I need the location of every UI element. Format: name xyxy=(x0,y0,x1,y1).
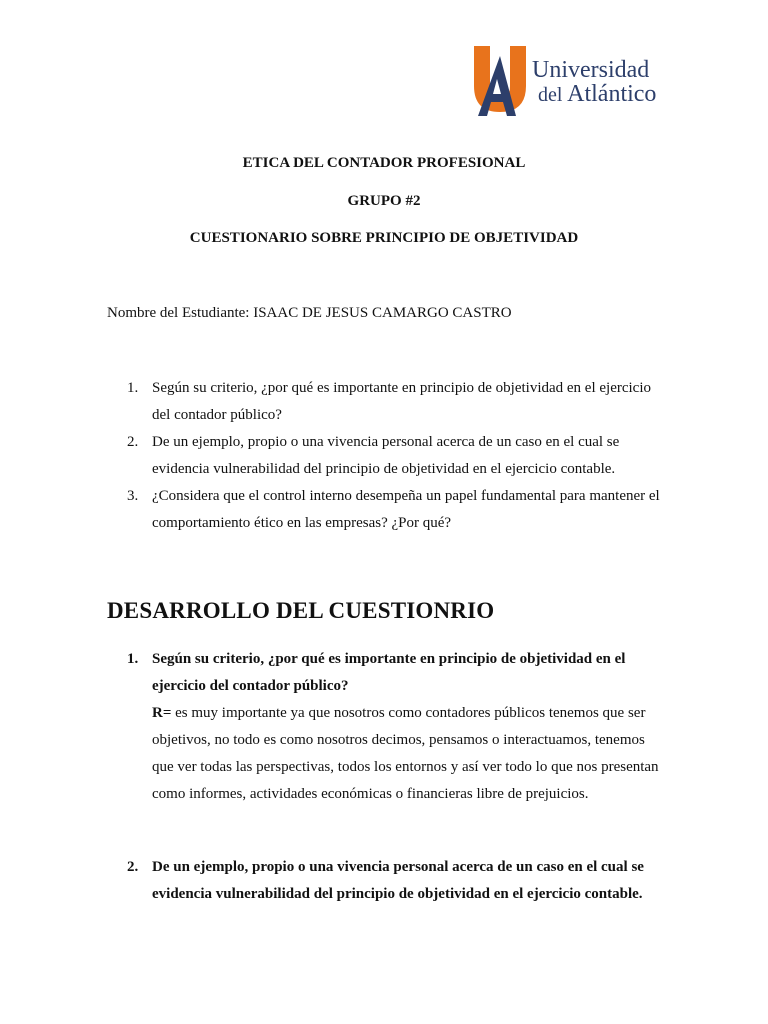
development-question-text: De un ejemplo, propio o una vivencia personal acerca de un caso en el cual se evidencia vulnerabilidad del principio de objetividad en el ejercicio contable. xyxy=(152,859,644,902)
development-question xyxy=(107,646,667,700)
subject-title: CUESTIONARIO SOBRE PRINCIPIO DE OBJETIVIDAD xyxy=(189,230,579,246)
question-item xyxy=(107,375,667,429)
development-question-number: 2. xyxy=(127,859,139,875)
development-title: DESARROLLO DEL CUESTIONRIO xyxy=(107,598,495,623)
question-number: 1. xyxy=(127,380,139,396)
question-item xyxy=(107,483,667,537)
answer-label: R= xyxy=(152,705,172,721)
course-title: ETICA DEL CONTADOR PROFESIONAL xyxy=(242,155,526,171)
question-number: 3. xyxy=(127,488,139,504)
development-answer xyxy=(107,700,667,808)
question-item xyxy=(107,429,667,483)
question-text: Según su criterio, ¿por qué es importante en principio de objetividad en el ejercicio del contador público? xyxy=(152,380,651,423)
development-question-text: Según su criterio, ¿por qué es importante en principio de objetividad en el ejercicio del contador público? xyxy=(152,651,626,694)
student-name-line: Nombre del Estudiante: ISAAC DE JESUS CAMARGO CASTRO xyxy=(107,305,512,321)
logo-line-2 xyxy=(538,82,656,107)
question-number: 2. xyxy=(127,434,139,450)
question-text: De un ejemplo, propio o una vivencia personal acerca de un caso en el cual se evidencia vulnerabilidad del principio de objetividad en el ejercicio contable. xyxy=(152,434,620,477)
group-label: GRUPO #2 xyxy=(347,193,421,209)
development-question xyxy=(107,854,667,908)
questions-list xyxy=(107,375,667,537)
university-name xyxy=(532,58,656,107)
development-question-number: 1. xyxy=(127,651,139,667)
logo-line-1: Universidad xyxy=(532,57,650,83)
answer-text: es muy importante ya que nosotros como contadores públicos tenemos que ser objetivos, no todo es como nosotros decimos, pensamos o interactuamos, tenemos que ver todas las perspectivas, todos los entornos y así ver todo lo que nos presentan como informes, actividades económicas o financieras libre de prejuicios. xyxy=(152,705,659,802)
logo-line-2-main: Atlántico xyxy=(567,81,657,107)
development-item xyxy=(107,854,667,908)
logo-line-2-prefix: del xyxy=(538,84,563,106)
question-text: ¿Considera que el control interno desempeña un papel fundamental para mantener el comportamiento ético en las empresas? ¿Por qué? xyxy=(152,488,660,531)
development-item xyxy=(107,646,667,808)
